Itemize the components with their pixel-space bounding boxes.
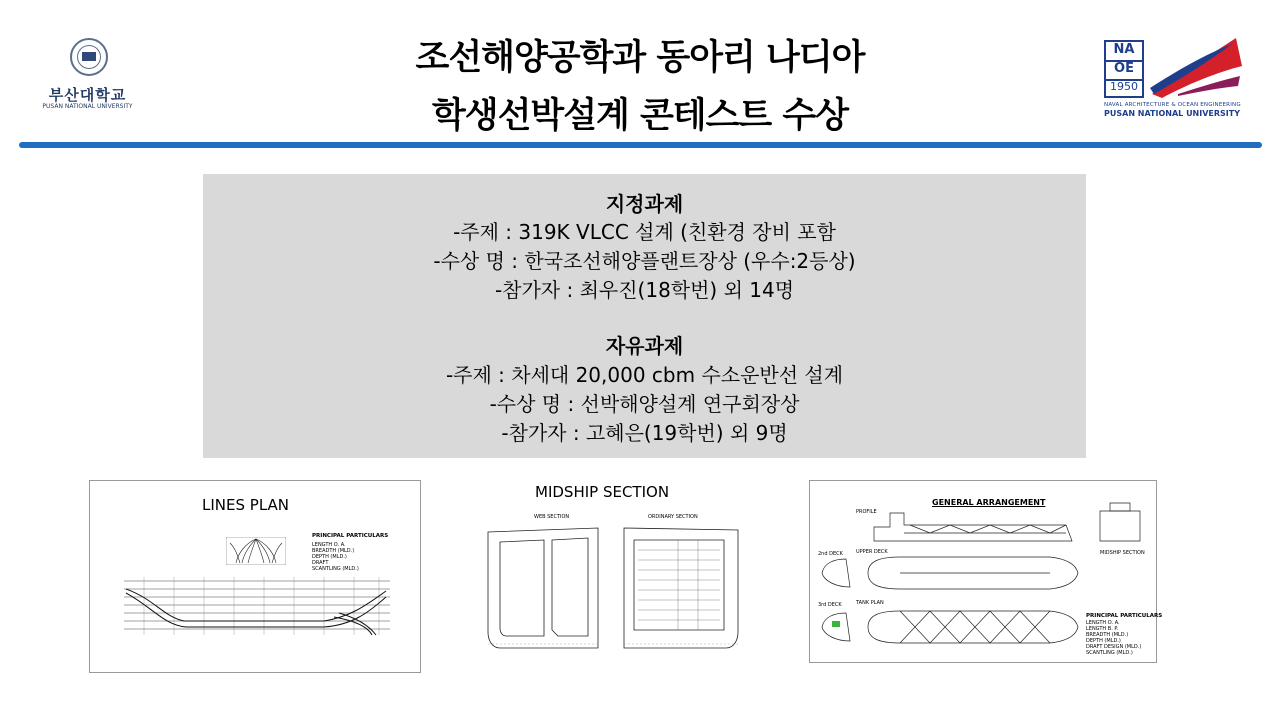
university-name-en: PUSAN NATIONAL UNIVERSITY: [42, 103, 133, 110]
assigned-heading: 지정과제: [605, 192, 684, 216]
lines-row-4: DRAFT: [312, 560, 329, 566]
lines-row-5: SCANTLING (MLD.): [312, 566, 359, 572]
ga-profile-label: PROFILE: [856, 509, 877, 515]
ga-midship-section-label: MIDSHIP SECTION: [1100, 550, 1145, 556]
department-logo: [1100, 36, 1248, 120]
lines-plan-title: LINES PLAN: [202, 496, 289, 514]
logo-caption-univ: PUSAN NATIONAL UNIVERSITY: [1104, 109, 1241, 118]
free-heading: 자유과제: [605, 334, 684, 358]
naoe-box: [1104, 40, 1144, 98]
lines-row-1: LENGTH O. A.: [312, 542, 346, 548]
ga-row-6: SCANTLING (MLD.): [1086, 650, 1133, 656]
logo-letters-oe: OE: [1114, 61, 1134, 76]
university-name-ko: 부산대학교: [48, 86, 127, 104]
assigned-topic: -주제 : 319K VLCC 설계 (친환경 장비 포함: [453, 220, 836, 244]
ga-2nd-deck-label: 2nd DECK: [818, 551, 843, 557]
midship-section-drawing-icon: [448, 520, 778, 656]
midship-section-title: MIDSHIP SECTION: [535, 483, 670, 501]
lines-plan-hull-icon: [124, 577, 390, 637]
assigned-award: -수상 명 : 한국조선해양플랜트장상 (우수:2등상): [433, 249, 856, 273]
ga-upper-deck-label: UPPER DECK: [856, 549, 888, 555]
general-arrangement-drawing: [809, 480, 1163, 663]
ga-row-3: BREADTH (MLD.): [1086, 632, 1129, 638]
ga-tank-plan-label: TANK PLAN: [856, 600, 884, 606]
body-plan-icon: [226, 537, 286, 565]
page-title-line1: 조선해양공학과 동아리 나디아: [415, 38, 865, 78]
lines-row-3: DEPTH (MLD.): [312, 554, 347, 560]
lines-table-title: PRINCIPAL PARTICULARS: [312, 533, 389, 539]
award-info-box: [203, 174, 1086, 458]
ga-row-5: DRAFT DESIGN (MLD.): [1086, 644, 1142, 650]
ordinary-section-label: ORDINARY SECTION: [648, 514, 698, 520]
university-seal-icon: [70, 38, 108, 76]
university-logo: [40, 38, 135, 116]
ga-3rd-deck-label: 3rd DECK: [818, 602, 842, 608]
free-topic: -주제 : 차세대 20,000 cbm 수소운반선 설계: [445, 363, 844, 387]
ga-row-4: DEPTH (MLD.): [1086, 638, 1121, 644]
lines-row-2: BREADTH (MLD.): [312, 548, 355, 554]
ga-row-1: LENGTH O. A.: [1086, 620, 1120, 626]
assigned-participants: -참가자 : 최우진(18학번) 외 14명: [494, 278, 795, 302]
web-section-label: WEB SECTION: [534, 514, 570, 520]
ga-table-title: PRINCIPAL PARTICULARS: [1086, 613, 1163, 619]
free-participants: -참가자 : 고혜은(19학번) 외 9명: [501, 421, 788, 445]
header-divider: [19, 142, 1262, 148]
free-award: -수상 명 : 선박해양설계 연구회장상: [489, 392, 800, 416]
naoe-wing-logo-icon: [1148, 36, 1244, 100]
logo-year: 1950: [1110, 80, 1138, 93]
ga-title: GENERAL ARRANGEMENT: [932, 498, 1046, 507]
logo-letters-na: NA: [1113, 42, 1135, 57]
logo-caption-en: NAVAL ARCHITECTURE & OCEAN ENGINEERING: [1104, 102, 1241, 108]
page-title-line2: 학생선박설계 콘테스트 수상: [431, 96, 849, 136]
lines-plan-drawing: [89, 480, 421, 673]
ga-row-2: LENGTH B. P.: [1086, 626, 1119, 632]
